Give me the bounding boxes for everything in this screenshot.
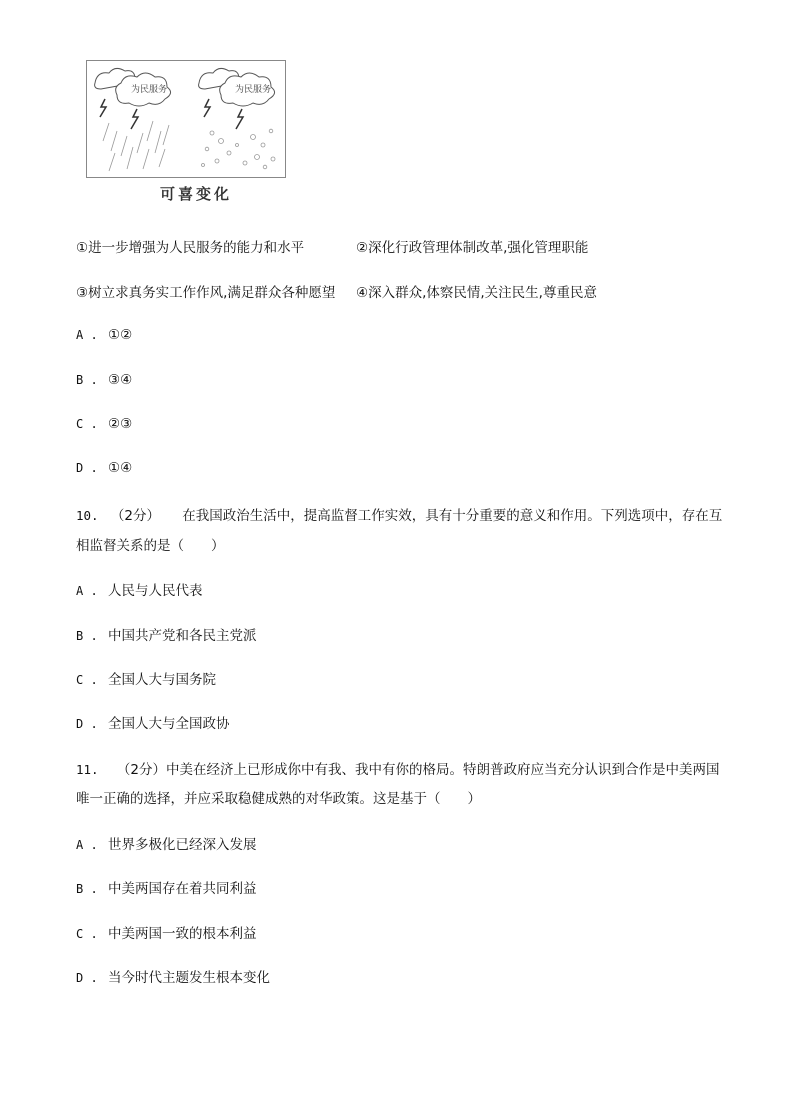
figure-caption: 可喜变化 — [160, 185, 233, 203]
q11-option-d[interactable] — [76, 966, 270, 986]
option-letter: D . — [76, 971, 98, 985]
statement-2: ②深化行政管理体制改革,强化管理职能 — [356, 240, 589, 256]
q11-stem-line2: 唯一正确的选择，并应采取稳健成熟的对华政策。这是基于（ ） — [76, 791, 481, 807]
q9-option-c[interactable] — [76, 416, 132, 432]
q9-option-d[interactable] — [76, 460, 132, 476]
option-text: 世界多极化已经深入发展 — [107, 837, 257, 853]
question-text: 在我国政治生活中，提高监督工作实效，具有十分重要的意义和作用。下列选项中，存在互 — [182, 508, 723, 524]
option-letter: B . — [76, 629, 98, 643]
option-text: 中国共产党和各民主党派 — [107, 628, 257, 644]
option-text: ②③ — [107, 416, 133, 432]
q11-stem-line1 — [76, 758, 719, 778]
option-letter: C . — [76, 417, 98, 431]
option-letter: C . — [76, 927, 98, 941]
option-text: 当今时代主题发生根本变化 — [107, 970, 270, 986]
question-score: （2分） — [110, 508, 160, 524]
question-text: 中美在经济上已形成你中有我、我中有你的格局。特朗普政府应当充分认识到合作是中美两国 — [165, 762, 720, 778]
q10-option-d[interactable] — [76, 712, 229, 732]
q10-option-c[interactable] — [76, 668, 216, 688]
question-score: （2分） — [116, 762, 166, 778]
question-number: 10. — [76, 508, 99, 523]
q10-stem-line1 — [76, 504, 722, 524]
option-letter: C . — [76, 673, 98, 687]
option-letter: A . — [76, 838, 98, 852]
option-text: 全国人大与国务院 — [107, 672, 216, 688]
option-text: ①④ — [107, 460, 133, 476]
q11-option-b[interactable] — [76, 877, 256, 897]
q9-option-a[interactable] — [76, 327, 132, 343]
q10-option-a[interactable] — [76, 579, 202, 599]
option-letter: D . — [76, 717, 98, 731]
option-text: 全国人大与全国政协 — [107, 716, 230, 732]
option-letter: D . — [76, 461, 98, 475]
q9-option-b[interactable] — [76, 372, 132, 388]
q10-stem-line2: 相监督关系的是（ ） — [76, 538, 225, 554]
option-text: ①② — [107, 327, 133, 343]
cloud-left-label: 为民服务 — [131, 85, 168, 95]
statement-3: ③树立求真务实工作作风,满足群众各种愿望 — [76, 285, 336, 301]
cloud-right-label: 为民服务 — [235, 85, 272, 95]
cartoon-clouds-rain-icon — [87, 61, 284, 176]
option-text: ③④ — [107, 372, 133, 388]
statement-1: ①进一步增强为人民服务的能力和水平 — [76, 240, 305, 256]
option-text: 中美两国一致的根本利益 — [107, 926, 257, 942]
option-letter: B . — [76, 882, 98, 896]
q10-option-b[interactable] — [76, 624, 256, 644]
question-number: 11. — [76, 762, 99, 777]
option-text: 中美两国存在着共同利益 — [107, 881, 257, 897]
option-letter: A . — [76, 584, 98, 598]
cartoon-figure — [86, 60, 286, 178]
statement-4: ④深入群众,体察民情,关注民生,尊重民意 — [356, 285, 597, 301]
option-letter: A . — [76, 328, 98, 342]
q11-option-c[interactable] — [76, 922, 256, 942]
option-text: 人民与人民代表 — [107, 583, 203, 599]
q11-option-a[interactable] — [76, 833, 256, 853]
option-letter: B . — [76, 373, 98, 387]
